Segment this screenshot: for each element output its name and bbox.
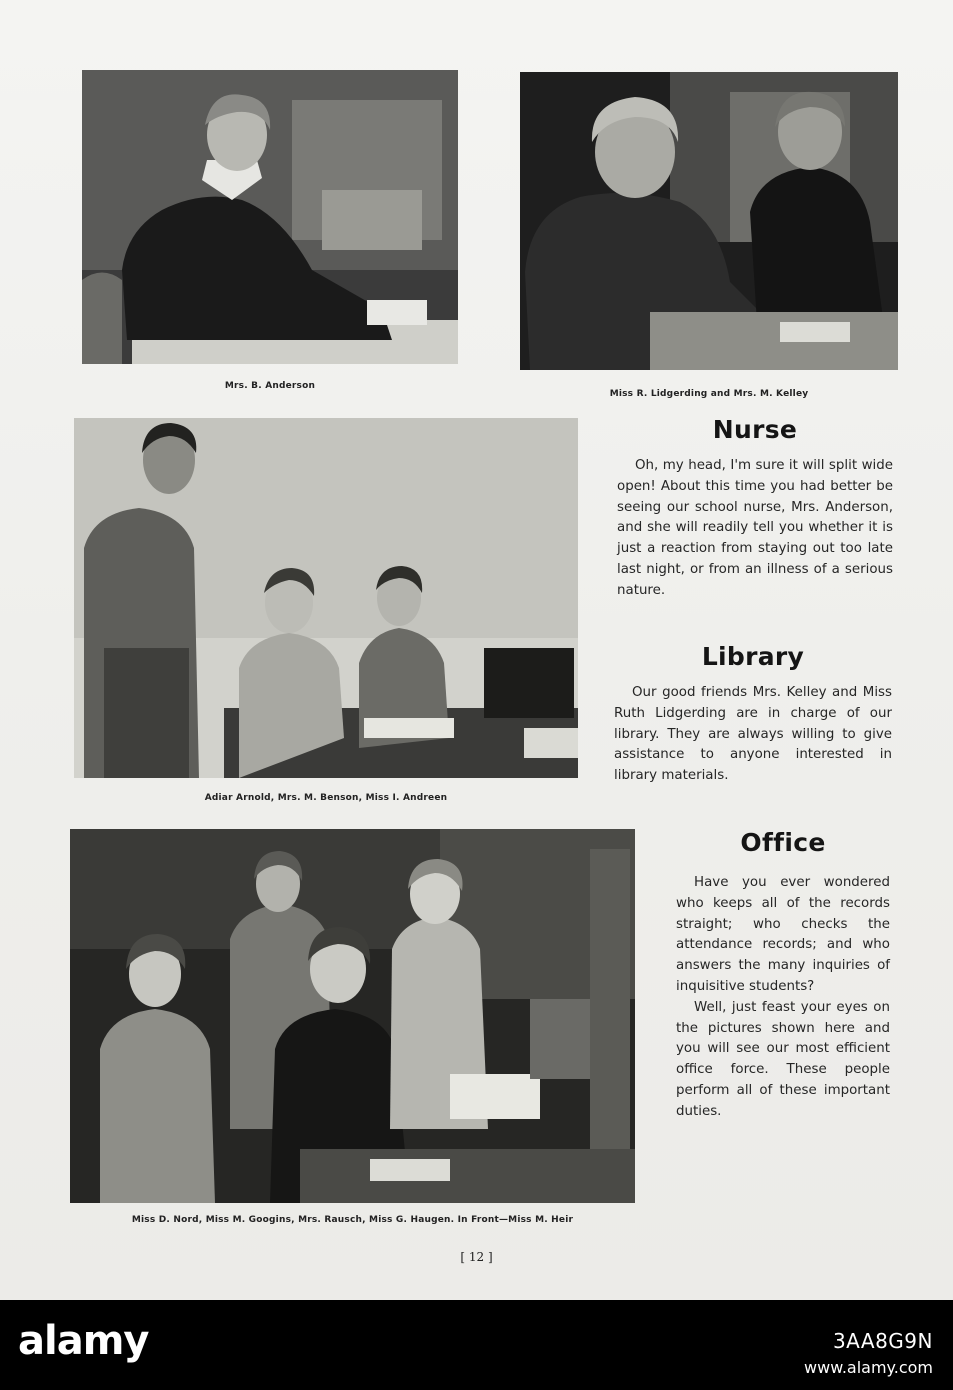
heading-nurse: Nurse [712,415,798,444]
text-office-paragraph-1: Have you ever wondered who keeps all of the records straight; who checks the attendance records; and who answers the many inquiries of inquisitive students? [676,875,890,994]
image-id: 3AA8G9N [832,1329,933,1353]
page-number: [ 12 ] [460,1250,493,1264]
alamy-logo: alamy [18,1318,149,1364]
text-office [676,873,890,1123]
photo-nurse [82,70,458,364]
photo-caption-library: Miss R. Lidgerding and Mrs. M. Kelley [609,389,809,399]
watermark-footer [0,1300,953,1390]
heading-library: Library [701,642,805,671]
photo-office-force [70,829,635,1203]
heading-office: Office [740,828,826,857]
photo-caption-office-force: Miss D. Nord, Miss M. Googins, Mrs. Rausch, Miss G. Haugen. In Front—Miss M. Heir [131,1215,574,1225]
photo-caption-office-desk: Adiar Arnold, Mrs. M. Benson, Miss I. Andreen [204,793,448,803]
text-library [614,683,892,787]
photo-library [520,72,898,370]
photo-caption-nurse: Mrs. B. Anderson [224,381,316,391]
photo-office-desk [74,418,578,778]
text-nurse [617,456,893,602]
text-nurse-paragraph: Oh, my head, I'm sure it will split wide open! About this time you had better be seeing our school nurse, Mrs. Anderson, and she will readily tell you whether it is just a reaction from staying out too late last night, or from an illness of a serious nature. [617,458,893,598]
text-library-paragraph: Our good friends Mrs. Kelley and Miss Ruth Lidgerding are in charge of our library. They are always willing to give assistance to anyone interested in library materials. [614,685,892,784]
text-office-paragraph-2: Well, just feast your eyes on the pictures shown here and you will see our most efficient office force. These people perform all of these important duties. [676,999,890,1119]
alamy-url: www.alamy.com [804,1358,933,1377]
